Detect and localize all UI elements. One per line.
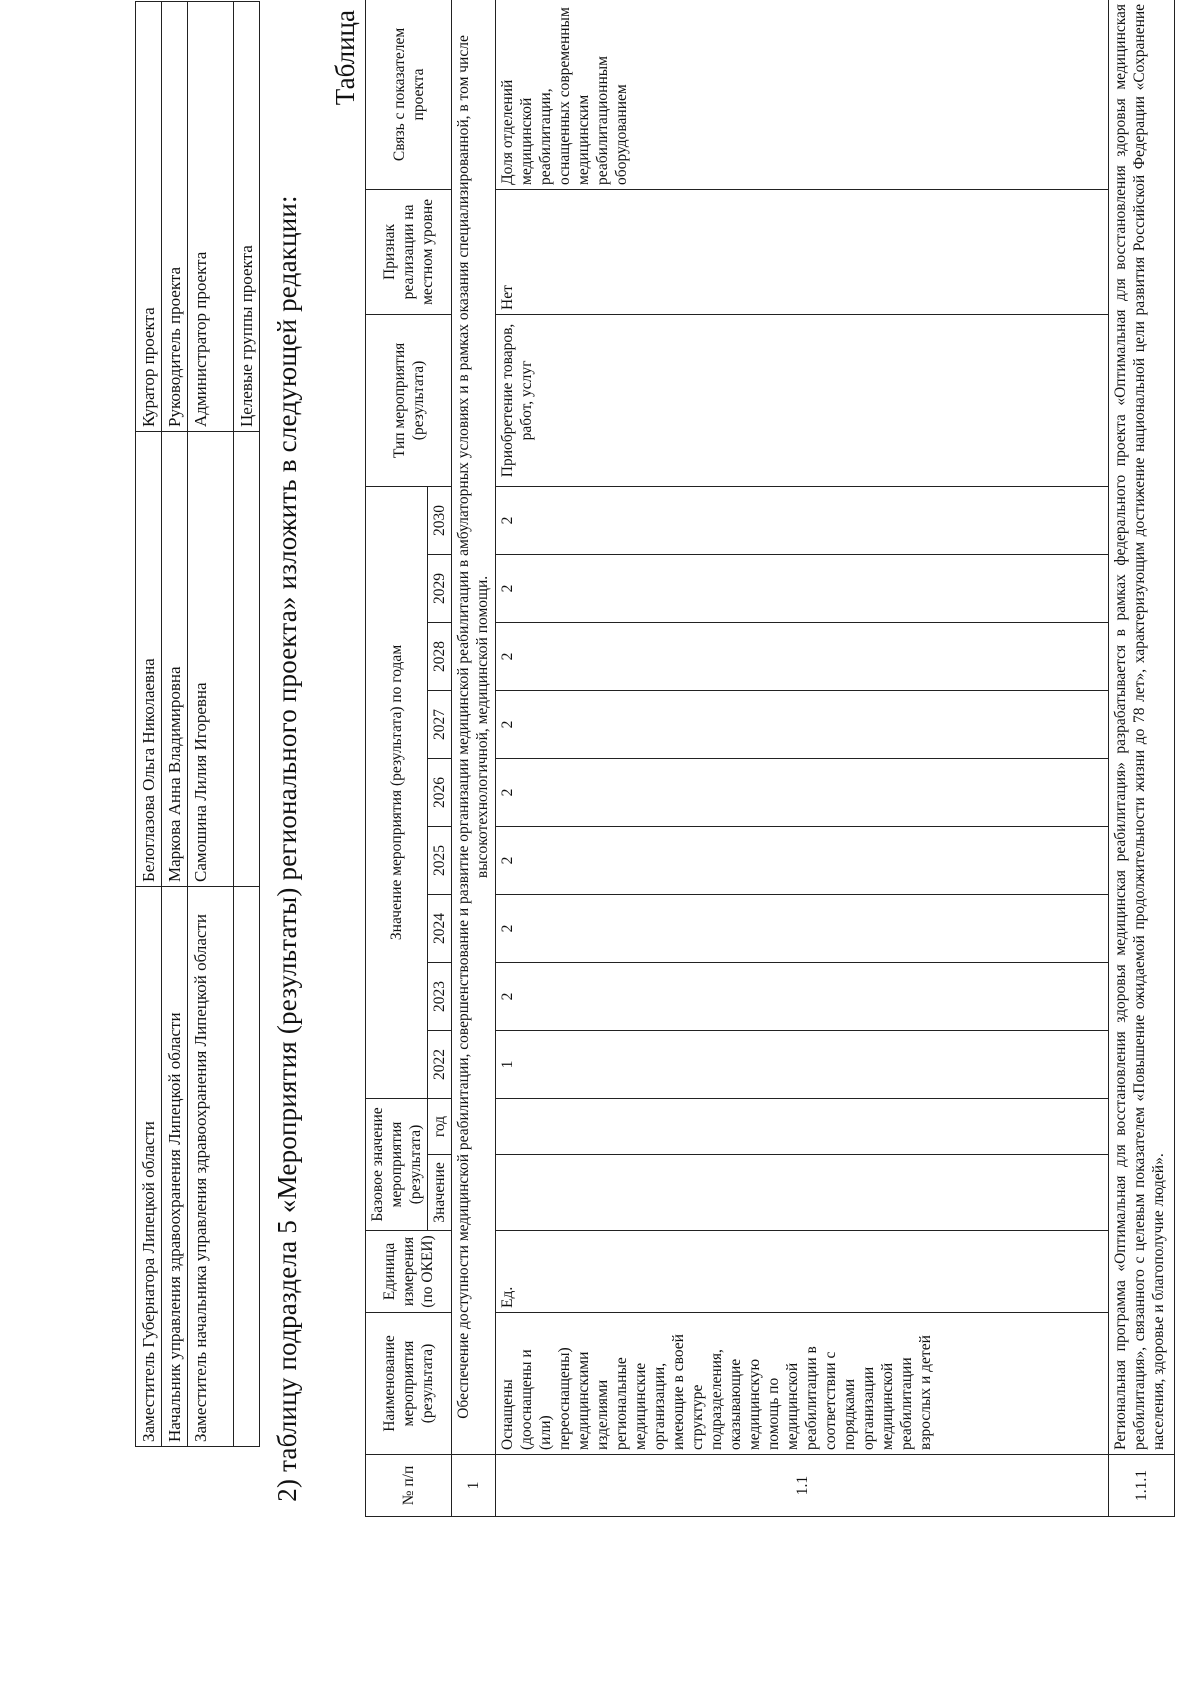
row-year-value: 2 [496,759,1109,827]
row-year-value: 2 [496,555,1109,623]
header-base-value: Значение [428,1155,452,1231]
header-base: Базовое значение мероприятия (результата) [366,1099,428,1231]
header-values-by-year: Значение мероприятия (результата) по годам [366,486,428,1098]
activity-row [496,0,1109,1517]
team-name: Маркова Анна Владимировна [162,432,188,887]
row-base-value [496,1155,1109,1231]
row-local: Нет [496,189,1109,314]
section-num: 1 [452,1455,496,1517]
header-year: 2025 [428,827,452,895]
team-name: Самошина Лилия Игоревна [188,432,234,887]
row-num: 1.1 [496,1455,1109,1517]
header-unit: Единица измерения (по ОКЕИ) [366,1231,452,1313]
team-position: Куратор проекта [136,2,162,432]
note-num: 1.1.1 [1109,1455,1175,1517]
header-year: 2023 [428,963,452,1031]
team-name [234,432,260,887]
team-name: Белоглазова Ольга Николаевна [136,432,162,887]
header-type: Тип мероприятия (результата) [366,314,452,486]
row-unit: Ед. [496,1231,1109,1313]
activities-table [365,0,1175,1517]
section-row [452,0,496,1517]
header-num: № п/п [366,1455,452,1517]
row-base-year [496,1099,1109,1155]
header-year: 2022 [428,1031,452,1099]
header-link: Связь с показателем проекта [366,0,452,189]
row-year-value: 2 [496,691,1109,759]
team-position: Целевые группы проекта [234,2,260,432]
header-local: Признак реализации на местном уровне [366,189,452,314]
row-year-value: 2 [496,827,1109,895]
section-title: Обеспечение доступности медицинской реабилитации, совершенствование и развитие организации медицинской реабилитации в амбулаторных условиях и в рамках оказания специализированной, в том числе высокотехнологичной, медицинской помощи. [452,0,496,1455]
team-row [162,2,188,1447]
header-year: 2027 [428,691,452,759]
row-name: Оснащены (дооснащены и (или) переоснащены) медицинскими изделиями региональные медицинские организации, имеющие в своей структуре подразделения, оказывающие медицинскую помощь по медицинской реабилитации в соответствии с порядками организации медицинской реабилитации взрослых и детей [496,1313,1109,1455]
header-year: 2026 [428,759,452,827]
header-year: 2028 [428,623,452,691]
team-role: Заместитель Губернатора Липецкой области [136,887,162,1447]
header-year: 2024 [428,895,452,963]
team-row [234,2,260,1447]
header-year: 2030 [428,486,452,554]
row-type: Приобретение товаров, работ, услуг [496,314,1109,486]
team-row [188,2,234,1447]
row-year-value: 1 [496,1031,1109,1099]
table-label: Таблица [330,10,360,106]
row-link: Доля отделений медицинской реабилитации, оснащенных современным медицинским реабилитационным оборудованием [496,0,1109,189]
team-role: Начальник управления здравоохранения Липецкой области [162,887,188,1447]
team-position: Руководитель проекта [162,2,188,432]
section-heading: 2) таблицу подраздела 5 «Мероприятия (результаты) регионального проекта» изложить в следующей редакции: [272,195,302,1502]
row-year-value: 2 [496,623,1109,691]
team-role [234,887,260,1447]
header-year: 2029 [428,555,452,623]
row-year-value: 2 [496,963,1109,1031]
note-row [1109,0,1175,1517]
row-year-value: 2 [496,486,1109,554]
header-row [366,0,428,1517]
team-position: Администратор проекта [188,2,234,432]
project-team-table [135,1,260,1447]
header-base-year: год [428,1099,452,1155]
team-role: Заместитель начальника управления здравоохранения Липецкой области [188,887,234,1447]
header-name: Наименование мероприятия (результата) [366,1313,452,1455]
note-text: Региональная программа «Оптимальная для восстановления здоровья медицинская реабилитация» разрабатывается в рамках федерального проекта «Оптимальная для восстановления здоровья медицинская реабилитация», связанного с целевым показателем «Повышение ожидаемой продолжительности жизни до 78 лет», характеризующим достижение национальной цели развития Российской Федерации «Сохранение населения, здоровье и благополучие людей». [1109,0,1175,1455]
row-year-value: 2 [496,895,1109,963]
team-row [136,2,162,1447]
